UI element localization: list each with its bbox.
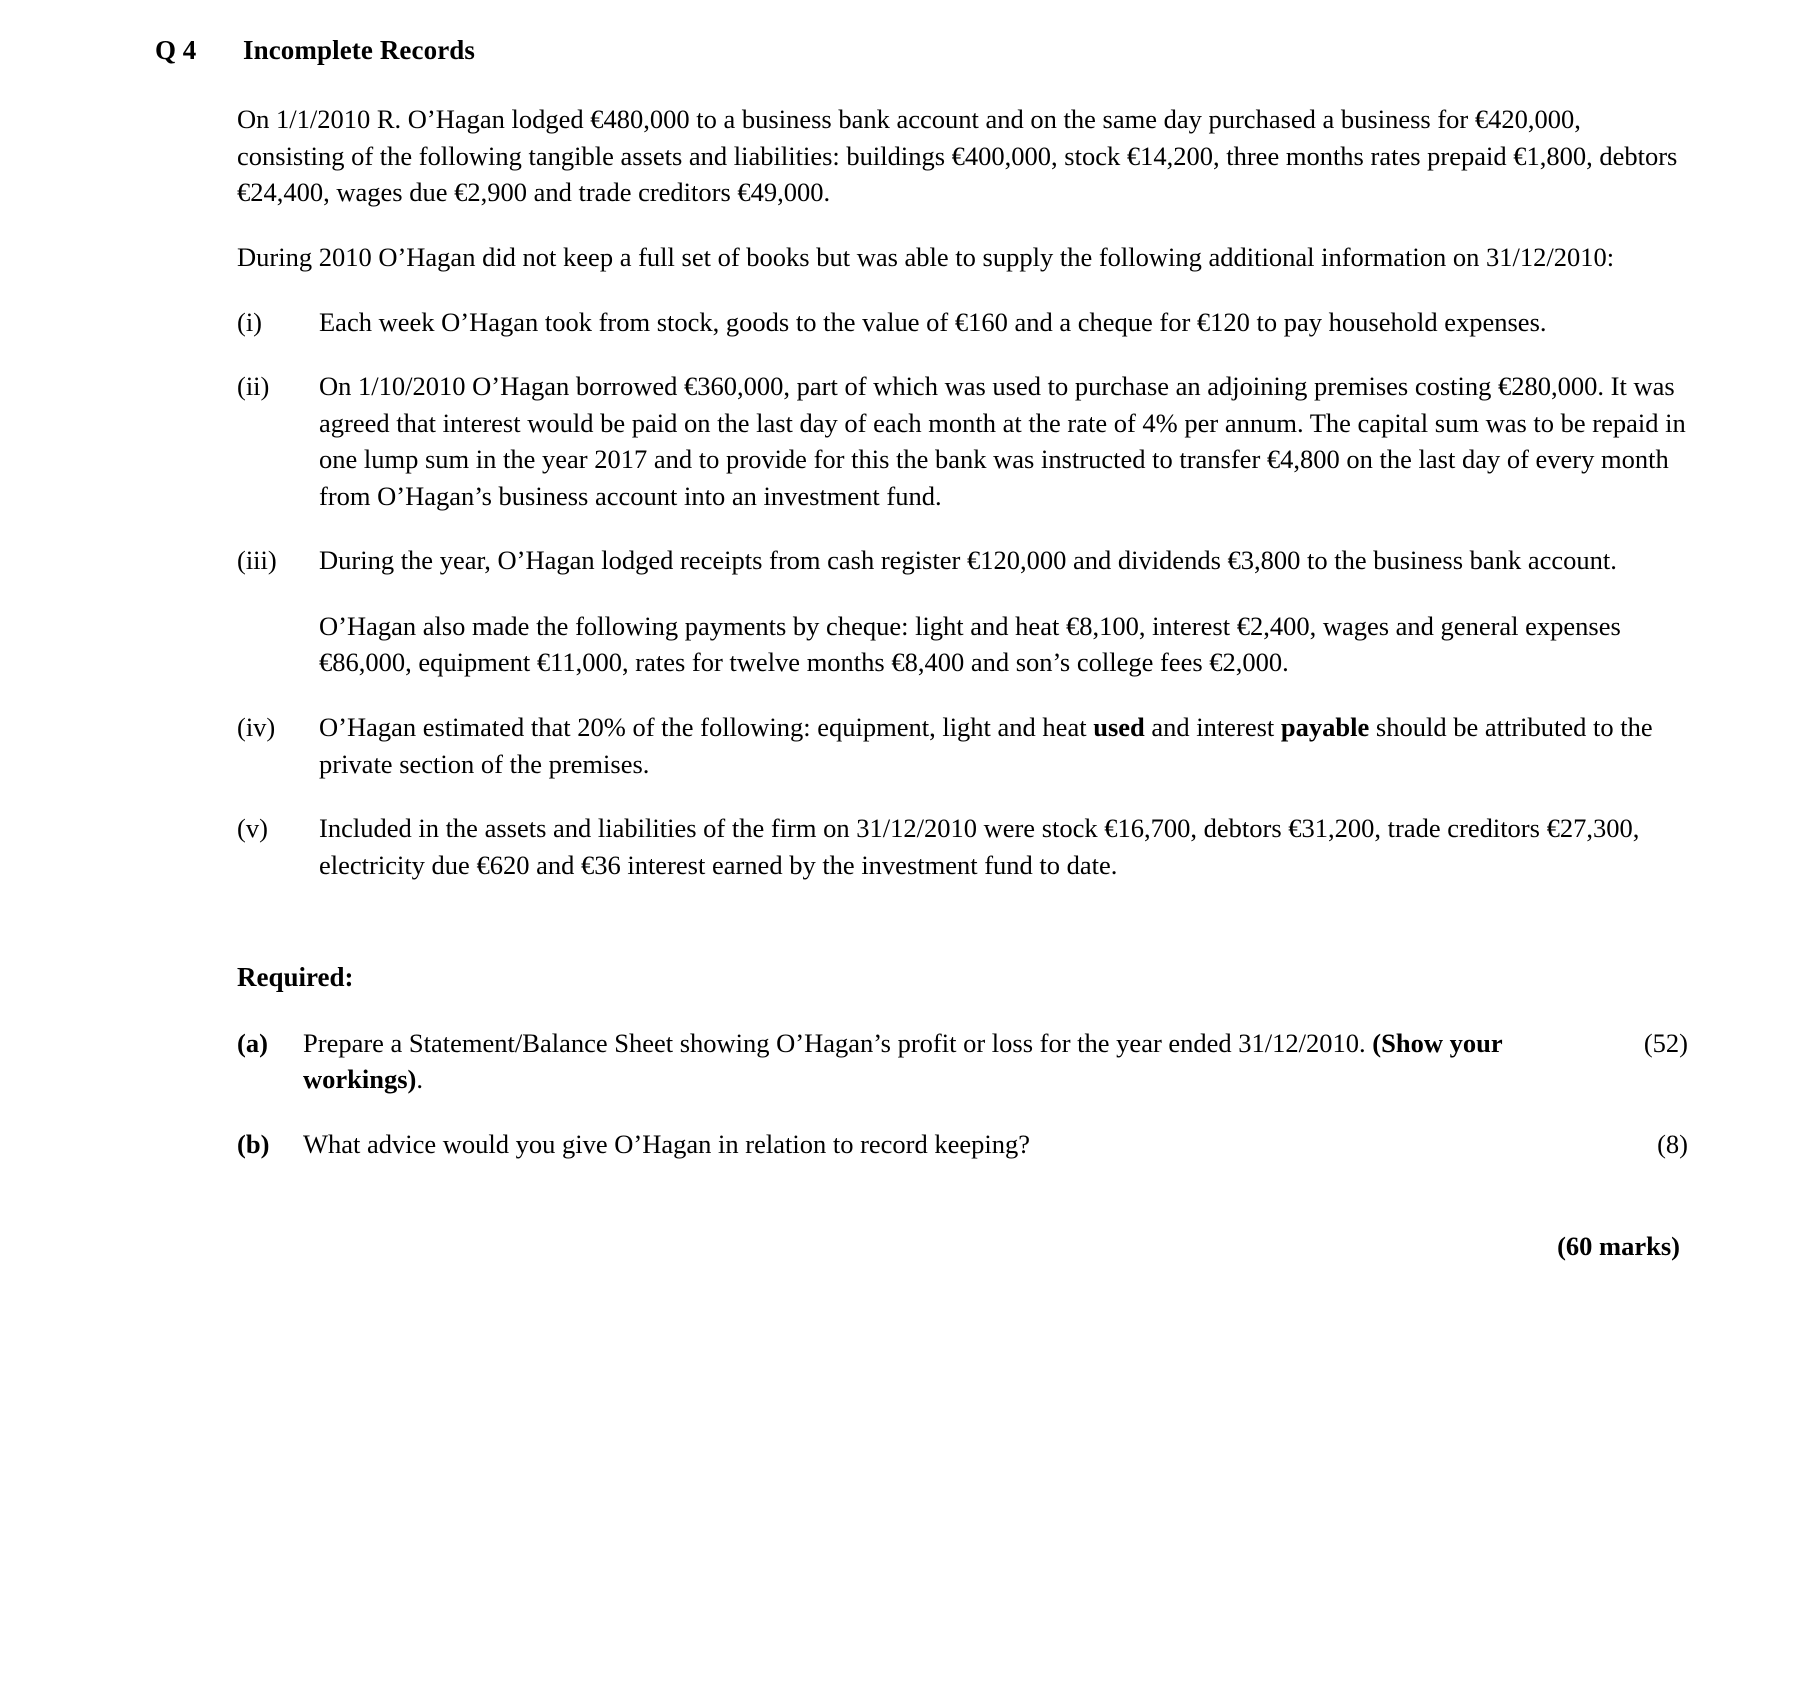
- question-title: Incomplete Records: [243, 35, 475, 65]
- list-item: [237, 304, 1688, 341]
- marks-value: (8): [1657, 1128, 1688, 1159]
- required-marker: (a): [237, 1027, 268, 1058]
- required-part-b: [237, 1126, 1688, 1163]
- required-heading: Required:: [237, 962, 354, 993]
- required-marker: (b): [237, 1128, 270, 1159]
- list-item: [237, 709, 1688, 782]
- item-content: [319, 368, 1688, 514]
- question-body: [237, 101, 1688, 1265]
- total-marks: (60 marks): [1557, 1231, 1680, 1262]
- item-paragraph: Each week O’Hagan took from stock, goods to the value of €160 and a cheque for €120 to pay household expenses.: [319, 306, 1547, 337]
- list-item: [237, 368, 1688, 514]
- question-number: Q 4: [155, 35, 197, 65]
- item-paragraph: On 1/10/2010 O’Hagan borrowed €360,000, part of which was used to purchase an adjoining premises costing €280,000. It was agreed that interest would be paid on the last day of each month at the rate of 4% per annum. The capital sum was to be repaid in one lump sum in the year 2017 and to provide for this the bank was instructed to transfer €4,800 on the last day of every month from O’Hagan’s business account into an investment fund.: [319, 371, 1686, 511]
- item-marker: (iv): [237, 712, 276, 742]
- marks-value: (52): [1643, 1027, 1688, 1058]
- question-heading: [155, 32, 1698, 69]
- item-marker: (v): [237, 813, 268, 844]
- intro-paragraph-1: On 1/1/2010 R. O’Hagan lodged €480,000 to a business bank account and on the same day purchased a business for €420,000, consisting of the following tangible assets and liabilities: buildings €400,000, stock €14,200, three months rates prepaid €1,800, debtors €24,400, wages due €2,900 and trade creditors €49,000.: [237, 104, 1678, 208]
- item-content: [319, 810, 1688, 883]
- list-item: [237, 810, 1688, 883]
- intro-paragraph-2: During 2010 O’Hagan did not keep a full set of books but was able to supply the following additional information on 31/12/2010:: [237, 241, 1615, 272]
- item-paragraph: Included in the assets and liabilities of the firm on 31/12/2010 were stock €16,700, debtors €31,200, trade creditors €27,300, electricity due €620 and €36 interest earned by the investment fund to date.: [319, 813, 1640, 880]
- item-marker: (iii): [237, 545, 277, 576]
- required-text-before: What advice would you give O’Hagan in relation to record keeping?: [303, 1128, 1031, 1159]
- required-text-before: Prepare a Statement/Balance Sheet showing O’Hagan’s profit or loss for the year ended 31/12/2010.: [303, 1027, 1373, 1058]
- required-text-after: .: [416, 1064, 424, 1095]
- emphasis-payable: payable: [1280, 712, 1370, 742]
- item-paragraph: During the year, O’Hagan lodged receipts from cash register €120,000 and dividends €3,800 to the business bank account.: [319, 545, 1617, 576]
- emphasis-used: used: [1093, 712, 1145, 742]
- item-marker: (i): [237, 306, 263, 337]
- item-content: [319, 709, 1688, 782]
- required-text: [303, 1025, 1578, 1098]
- item-marker: (ii): [237, 371, 270, 402]
- required-part-a: [237, 1025, 1688, 1098]
- required-text-bold: (Show your workings): [303, 1027, 1503, 1095]
- item-paragraph: O’Hagan estimated that 20% of the following: equipment, light and heat used and interest payable should be attributed to the private section of the premises.: [319, 712, 1653, 779]
- list-item: [237, 542, 1688, 681]
- required-text: [303, 1126, 1578, 1163]
- item-content: [319, 304, 1688, 341]
- item-paragraph: O’Hagan also made the following payments by cheque: light and heat €8,100, interest €2,400, wages and general expenses €86,000, equipment €11,000, rates for twelve months €8,400 and son’s college fees €2,000.: [319, 610, 1621, 678]
- item-content: [319, 542, 1688, 681]
